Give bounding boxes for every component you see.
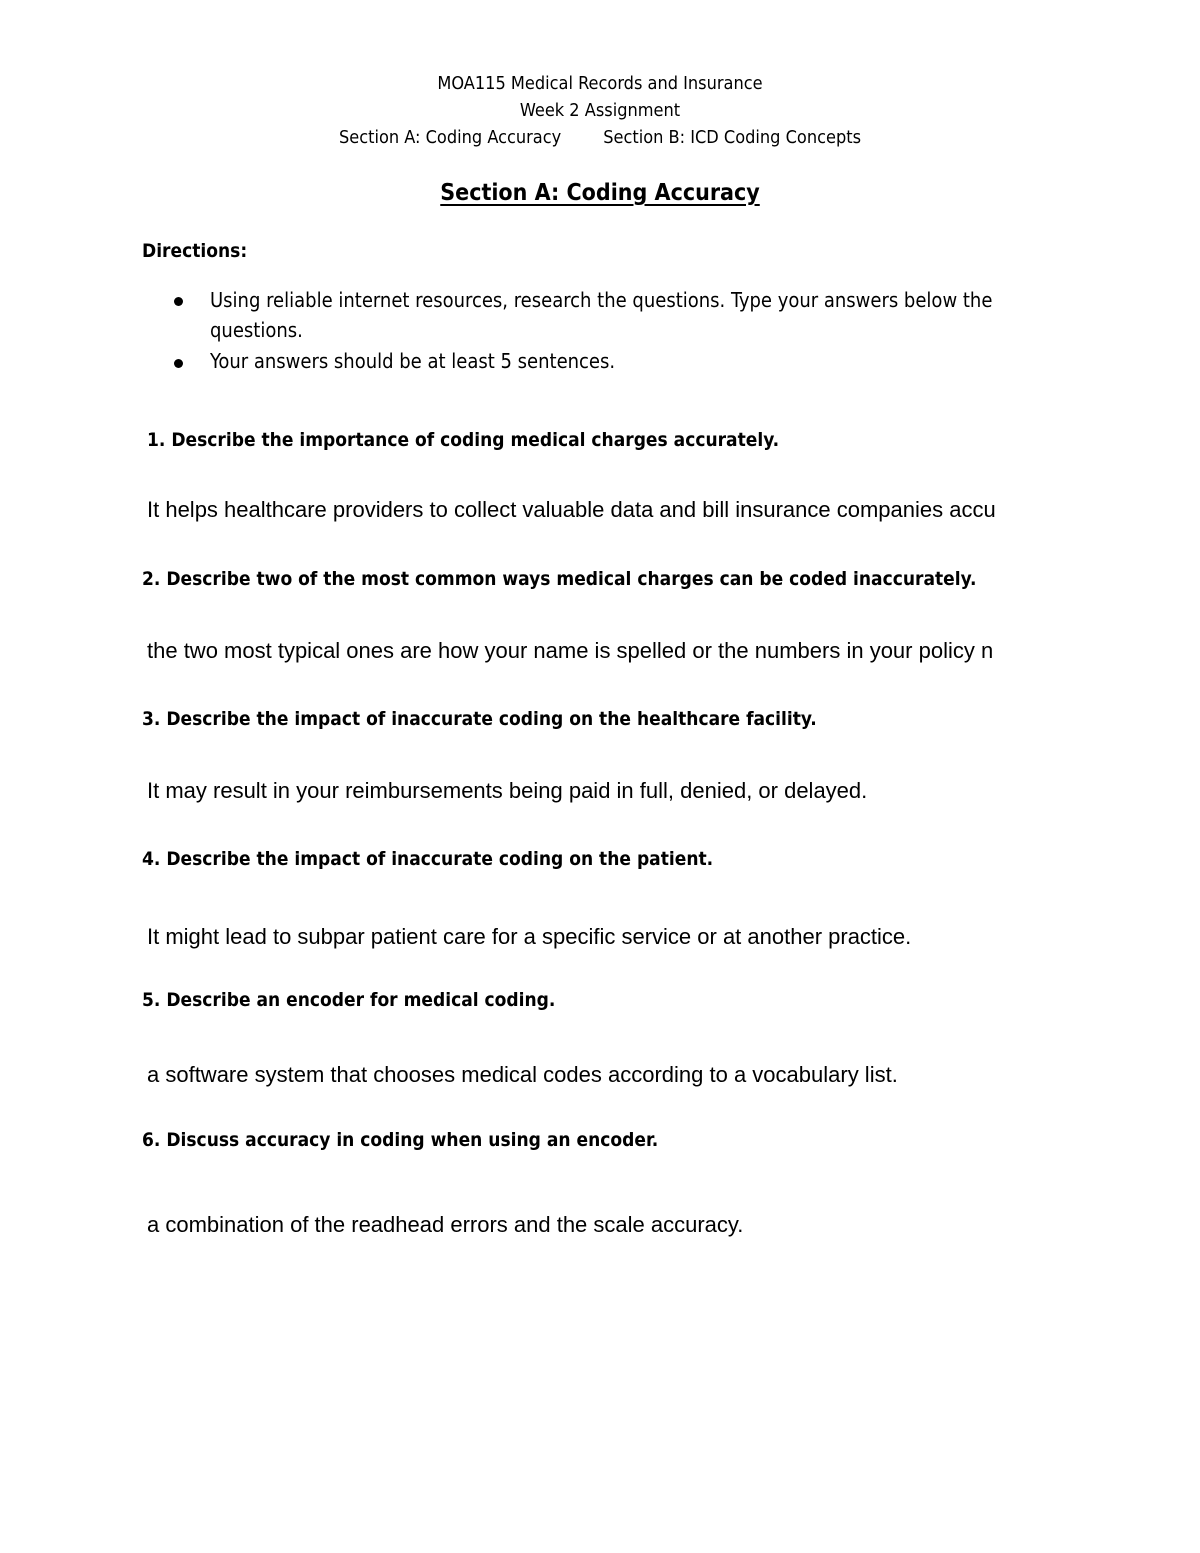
- question-2: 2. Describe two of the most common ways medical charges can be coded inaccurately.: [142, 568, 977, 590]
- answer-1: It helps healthcare providers to collect valuable data and bill insurance companies accu: [147, 497, 996, 522]
- bullet-dot-icon: [174, 297, 183, 306]
- answer-6: a combination of the readhead errors and the scale accuracy.: [147, 1212, 744, 1237]
- answer-3: It may result in your reimbursements being paid in full, denied, or delayed.: [147, 778, 868, 803]
- section-list: [0, 127, 1200, 149]
- course-title: MOA115 Medical Records and Insurance: [437, 73, 763, 94]
- answer-2: the two most typical ones are how your name is spelled or the numbers in your policy n: [147, 638, 994, 663]
- assignment-title: Week 2 Assignment: [519, 100, 681, 121]
- question-3: 3. Describe the impact of inaccurate coding on the healthcare facility.: [142, 708, 817, 730]
- question-5: 5. Describe an encoder for medical coding.: [142, 989, 556, 1011]
- bullet-dot-icon: [174, 359, 183, 368]
- section-a-label: Section A: Coding Accuracy: [338, 127, 562, 148]
- answer-4: It might lead to subpar patient care for a specific service or at another practice.: [147, 924, 912, 949]
- direction-item: Using reliable internet resources, research the questions. Type your answers below the questions.: [210, 288, 993, 342]
- answer-5: a software system that chooses medical codes according to a vocabulary list.: [147, 1062, 898, 1087]
- direction-item: Your answers should be at least 5 sentences.: [210, 349, 616, 373]
- question-1: 1. Describe the importance of coding medical charges accurately.: [147, 429, 780, 451]
- question-6: 6. Discuss accuracy in coding when using an encoder.: [142, 1129, 659, 1151]
- directions-label: Directions:: [142, 240, 248, 262]
- section-b-label: Section B: ICD Coding Concepts: [603, 127, 862, 148]
- section-heading: Section A: Coding Accuracy: [440, 180, 760, 206]
- question-4: 4. Describe the impact of inaccurate coding on the patient.: [142, 848, 714, 870]
